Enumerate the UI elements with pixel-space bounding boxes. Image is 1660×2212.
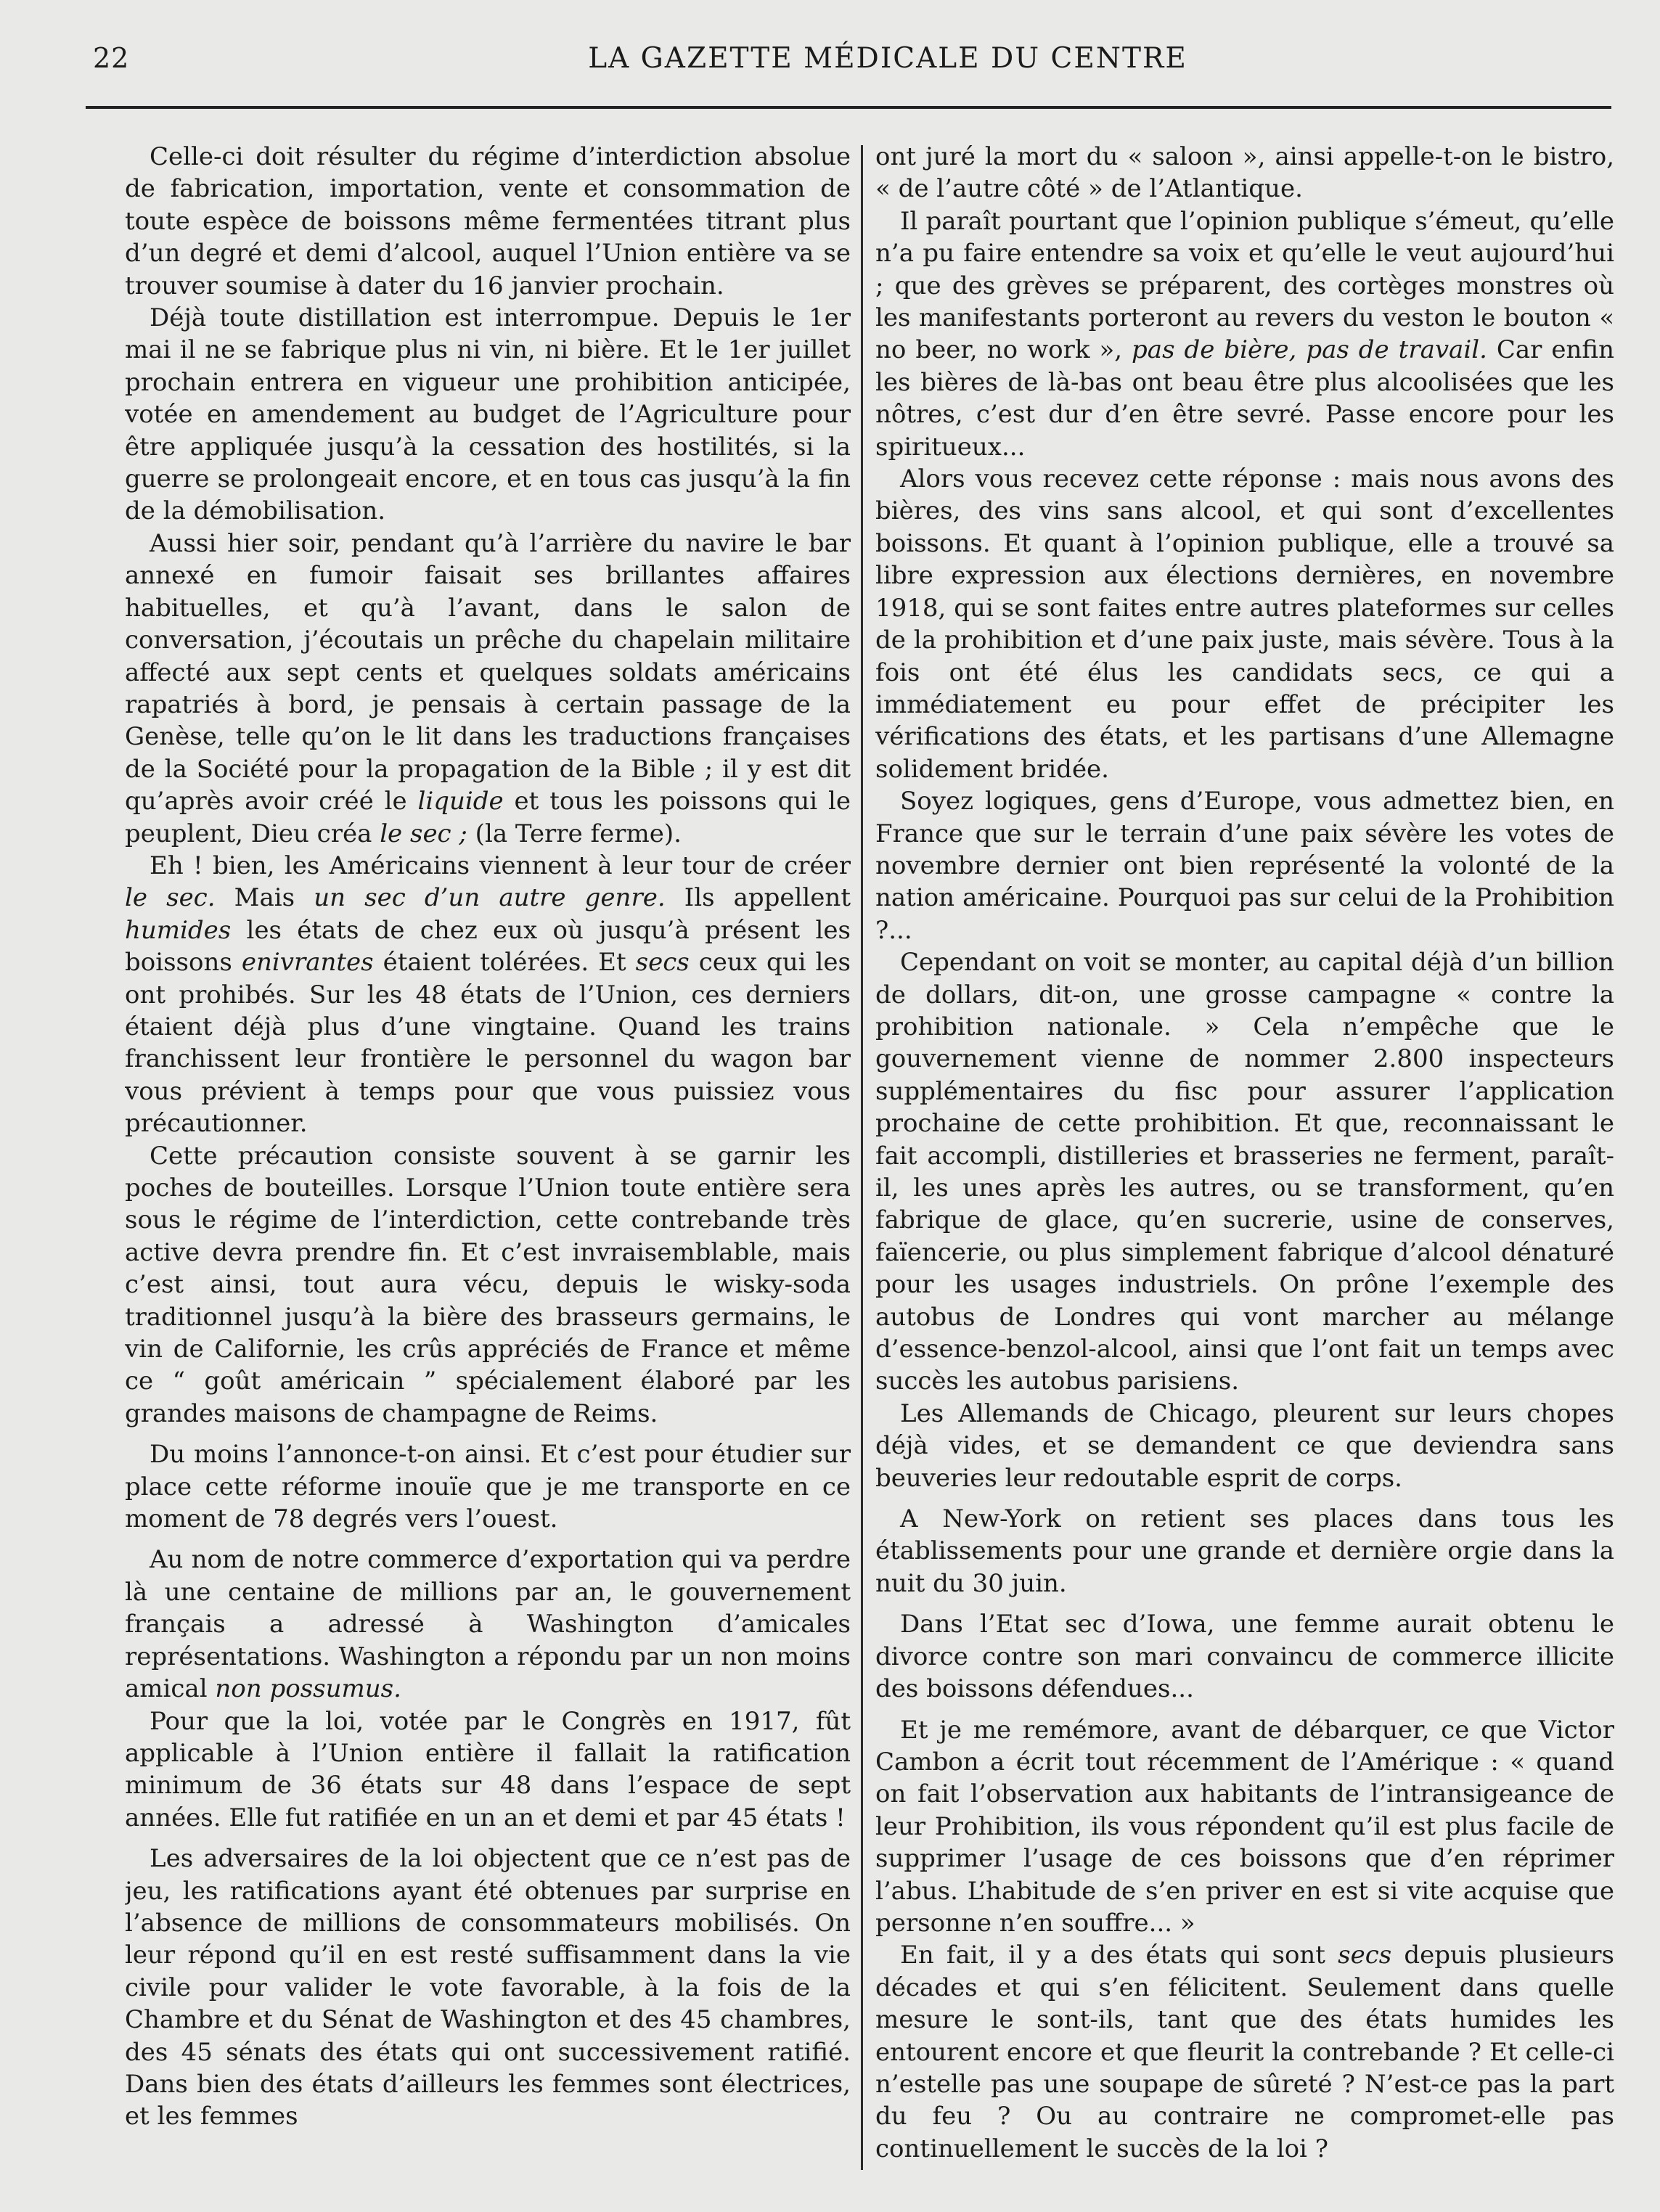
text-run: et tous les poissons qui le peuplent, Dieu créa — [125, 787, 851, 848]
paragraph — [125, 1843, 851, 2133]
paragraph — [125, 1544, 851, 1705]
italic-text: un sec d’un autre genre. — [314, 883, 666, 913]
paragraph — [875, 946, 1614, 1398]
paragraph — [125, 302, 851, 528]
text-run: Celle-ci doit résulter du régime d’interdiction absolue de fabrication, importation, vente et consommation de toute espèce de boissons même fermentées titrant plus d’un degré et demi d’alcool, auquel l’Union entière va se trouver soumise à dater du 16 janvier prochain. — [125, 142, 851, 300]
paragraph — [875, 1608, 1614, 1705]
italic-text: non possumus. — [215, 1674, 401, 1704]
paragraph — [875, 1939, 1614, 2165]
text-run: Dans l’Etat sec d’Iowa, une femme aurait obtenu le divorce contre son mari convaincu de commerce illicite des boissons défendues... — [875, 1610, 1614, 1704]
text-run: Aussi hier soir, pendant qu’à l’arrière du navire le bar annexé en fumoir faisait ses brillantes affaires habituelles, et qu’à l’avant, dans le salon de conversation, j’écoutais un prêche du chapelain militaire affecté aux sept cents et quelques soldats américains rapatriés à bord, je pensais à certain passage de la Genèse, telle qu’on le lit dans les traductions françaises de la Société pour la propagation de la Bible ; il y est dit qu’après avoir créé le — [125, 528, 851, 816]
paragraph — [125, 850, 851, 1140]
paragraph — [125, 1705, 851, 1835]
running-header — [93, 38, 1610, 81]
paragraph — [125, 1438, 851, 1535]
text-run: Au nom de notre commerce d’exportation qui va perdre là une centaine de millions par an, le gouvernement français a adressé à Washington d’amicales représentations. Washington a répondu par un non moins amical — [125, 1545, 851, 1704]
paragraph — [125, 141, 851, 302]
text-run: Eh ! bien, les Américains viennent à leur tour de créer — [150, 851, 851, 880]
italic-text: enivrantes — [241, 948, 374, 978]
text-run: En fait, il y a des états qui sont — [900, 1941, 1338, 1970]
text-run: étaient tolérées. Et — [373, 948, 636, 978]
text-run: Car enfin les bières de là-bas ont beau être plus alcoolisées que les nôtres, c’est dur d’en être sevré. Passe encore pour les spiritueux... — [875, 335, 1614, 462]
paragraph — [125, 528, 851, 850]
italic-text: le sec. — [125, 883, 216, 913]
journal-title: LA GAZETTE MÉDICALE DU CENTRE — [588, 42, 1187, 75]
paragraph — [875, 785, 1614, 946]
left-column — [125, 141, 851, 2173]
column-divider — [861, 145, 863, 2170]
italic-text: secs — [635, 948, 690, 978]
right-column — [875, 141, 1614, 2173]
text-run: Pour que la loi, votée par le Congrès en 1917, fût applicable à l’Union entière il fallait la ratification minimum de 36 états sur 48 dans l’espace de sept années. Elle fut ratifiée en un an et demi et par 45 états ! — [125, 1706, 851, 1832]
paragraph — [875, 1503, 1614, 1599]
paragraph — [125, 1140, 851, 1430]
text-run: Et je me remémore, avant de débarquer, ce que Victor Cambon a écrit tout récemment de l’Amérique : « quand on fait l’observation aux habitants de l’intransigeance de leur Prohibition, ils vous répondent qu’il est plus facile de supprimer l’usage de ces boissons que d’en réprimer l’abus. L’habitude de s’en priver en est si vite acquise que personne n’en souffre... » — [875, 1715, 1614, 1938]
paragraph — [875, 1714, 1614, 1940]
text-run: Mais — [215, 883, 314, 913]
text-run: Déjà toute distillation est interrompue. Depuis le 1er mai il ne se fabrique plus ni vin, ni bière. Et le 1er juillet prochain entrera en vigueur une prohibition anticipée, votée en amendement au budget de l’Agriculture pour être appliquée jusqu’à la cessation des hostilités, si la guerre se prolongeait encore, et en tous cas jusqu’à la fin de la démobilisation. — [125, 303, 851, 526]
italic-text: liquide — [417, 787, 504, 816]
italic-text: secs — [1338, 1941, 1392, 1970]
text-run: A New-York on retient ses places dans tous les établissements pour une grande et dernière orgie dans la nuit du 30 juin. — [875, 1504, 1614, 1598]
text-run: depuis plusieurs décades et qui s’en félicitent. Seulement dans quelle mesure le sont-ils, tant que des états humides les entourent encore et que fleurit la contrebande ? Et celle-ci n’estelle pas une soupape de sûreté ? N’est-ce pas la part du feu ? Ou au contraire ne compromet-elle pas continuellement le succès de la loi ? — [875, 1941, 1614, 2163]
text-run: Il paraît pourtant que l’opinion publique s’émeut, qu’elle n’a pu faire entendre sa voix et qu’elle le veut aujourd’hui ; que des grèves se préparent, des cortèges monstres où les manifestants porteront au revers du veston le bouton « no beer, no work », — [875, 206, 1614, 365]
text-run: les états de chez eux où jusqu’à présent les boissons — [125, 915, 851, 978]
header-rule — [86, 106, 1611, 109]
paragraph — [875, 205, 1614, 463]
italic-text: le sec ; — [380, 819, 467, 848]
paragraph — [875, 141, 1614, 205]
paragraph — [875, 463, 1614, 785]
text-run: Soyez logiques, gens d’Europe, vous admettez bien, en France que sur le terrain d’une paix sévère les votes de novembre dernier ont bien représenté la volonté de la nation américaine. Pourquoi pas sur celui de la Prohibition ?... — [875, 787, 1614, 945]
italic-text: pas de bière, pas de travail. — [1132, 335, 1487, 365]
text-run: (la Terre ferme). — [467, 819, 682, 848]
text-run: Les adversaires de la loi objectent que ce n’est pas de jeu, les ratifications ayant été obtenues par surprise en l’absence de millions de consommateurs mobilisés. On leur répond qu’il en est resté suffisamment dans la vie civile pour valider le vote favorable, à la fois de la Chambre et du Sénat de Washington et des 45 chambres, des 45 sénats des états qui ont successivement ratifié. Dans bien des états d’ailleurs les femmes sont électrices, et les femmes — [125, 1844, 851, 2131]
text-run: Du moins l’annonce-t-on ainsi. Et c’est pour étudier sur place cette réforme inouïe que je me transporte en ce moment de 78 degrés vers l’ouest. — [125, 1440, 851, 1534]
paragraph — [875, 1398, 1614, 1494]
text-run: ont juré la mort du « saloon », ainsi appelle-t-on le bistro, « de l’autre côté » de l’Atlantique. — [875, 142, 1614, 204]
text-run: Ils appellent — [665, 883, 851, 913]
text-run: Alors vous recevez cette réponse : mais nous avons des bières, des vins sans alcool, et qui sont d’excellentes boissons. Et quant à l’opinion publique, elle a trouvé sa libre expression aux élections dernières, en novembre 1918, qui se sont faites entre autres plateformes sur celles de la prohibition et d’une paix juste, mais sévère. Tous à la fois ont été élus les candidats secs, ce qui a immédiatement eu pour effet de précipiter les vérifications des états, et les partisans d’une Allemagne solidement bridée. — [875, 464, 1614, 784]
text-run: ceux qui les ont prohibés. Sur les 48 états de l’Union, ces derniers étaient déjà plus d’une vingtaine. Quand les trains franchissent leur frontière le personnel du wagon bar vous prévient à temps pour que vous puissiez vous précautionner. — [125, 948, 851, 1139]
text-run: Les Allemands de Chicago, pleurent sur leurs chopes déjà vides, et se demandent ce que deviendra sans beuveries leur redoutable esprit de corps. — [875, 1398, 1614, 1493]
text-run: Cette précaution consiste souvent à se garnir les poches de bouteilles. Lorsque l’Union toute entière sera sous le régime de l’interdiction, cette contrebande très active devra prendre fin. Et c’est invraisemblable, mais c’est ainsi, tout aura vécu, depuis le wisky-soda traditionnel jusqu’à la bière des brasseurs germains, le vin de Californie, les crûs appréciés de France et même ce “ goût américain ” spécialement élaboré par les grandes maisons de champagne de Reims. — [125, 1141, 851, 1428]
italic-text: humides — [125, 915, 232, 945]
text-run: Cependant on voit se monter, au capital déjà d’un billion de dollars, dit-on, une grosse campagne « contre la prohibition nationale. » Cela n’empêche que le gouvernement vienne de nommer 2.800 inspecteurs supplémentaires du fisc pour assurer l’application prochaine de cette prohibition. Et que, reconnaissant le fait accompli, distilleries et brasseries ne ferment, paraît-il, les unes après les autres, ou se transforment, qu’en fabrique de glace, qu’en sucrerie, usine de conserves, faïencerie, ou plus simplement fabrique d’alcool dénaturé pour les usages industriels. On prône l’exemple des autobus de Londres qui vont marcher au mélange d’essence-benzol-alcool, ainsi que l’ont fait un temps avec succès les autobus parisiens. — [875, 948, 1614, 1396]
page-number: 22 — [93, 42, 130, 74]
